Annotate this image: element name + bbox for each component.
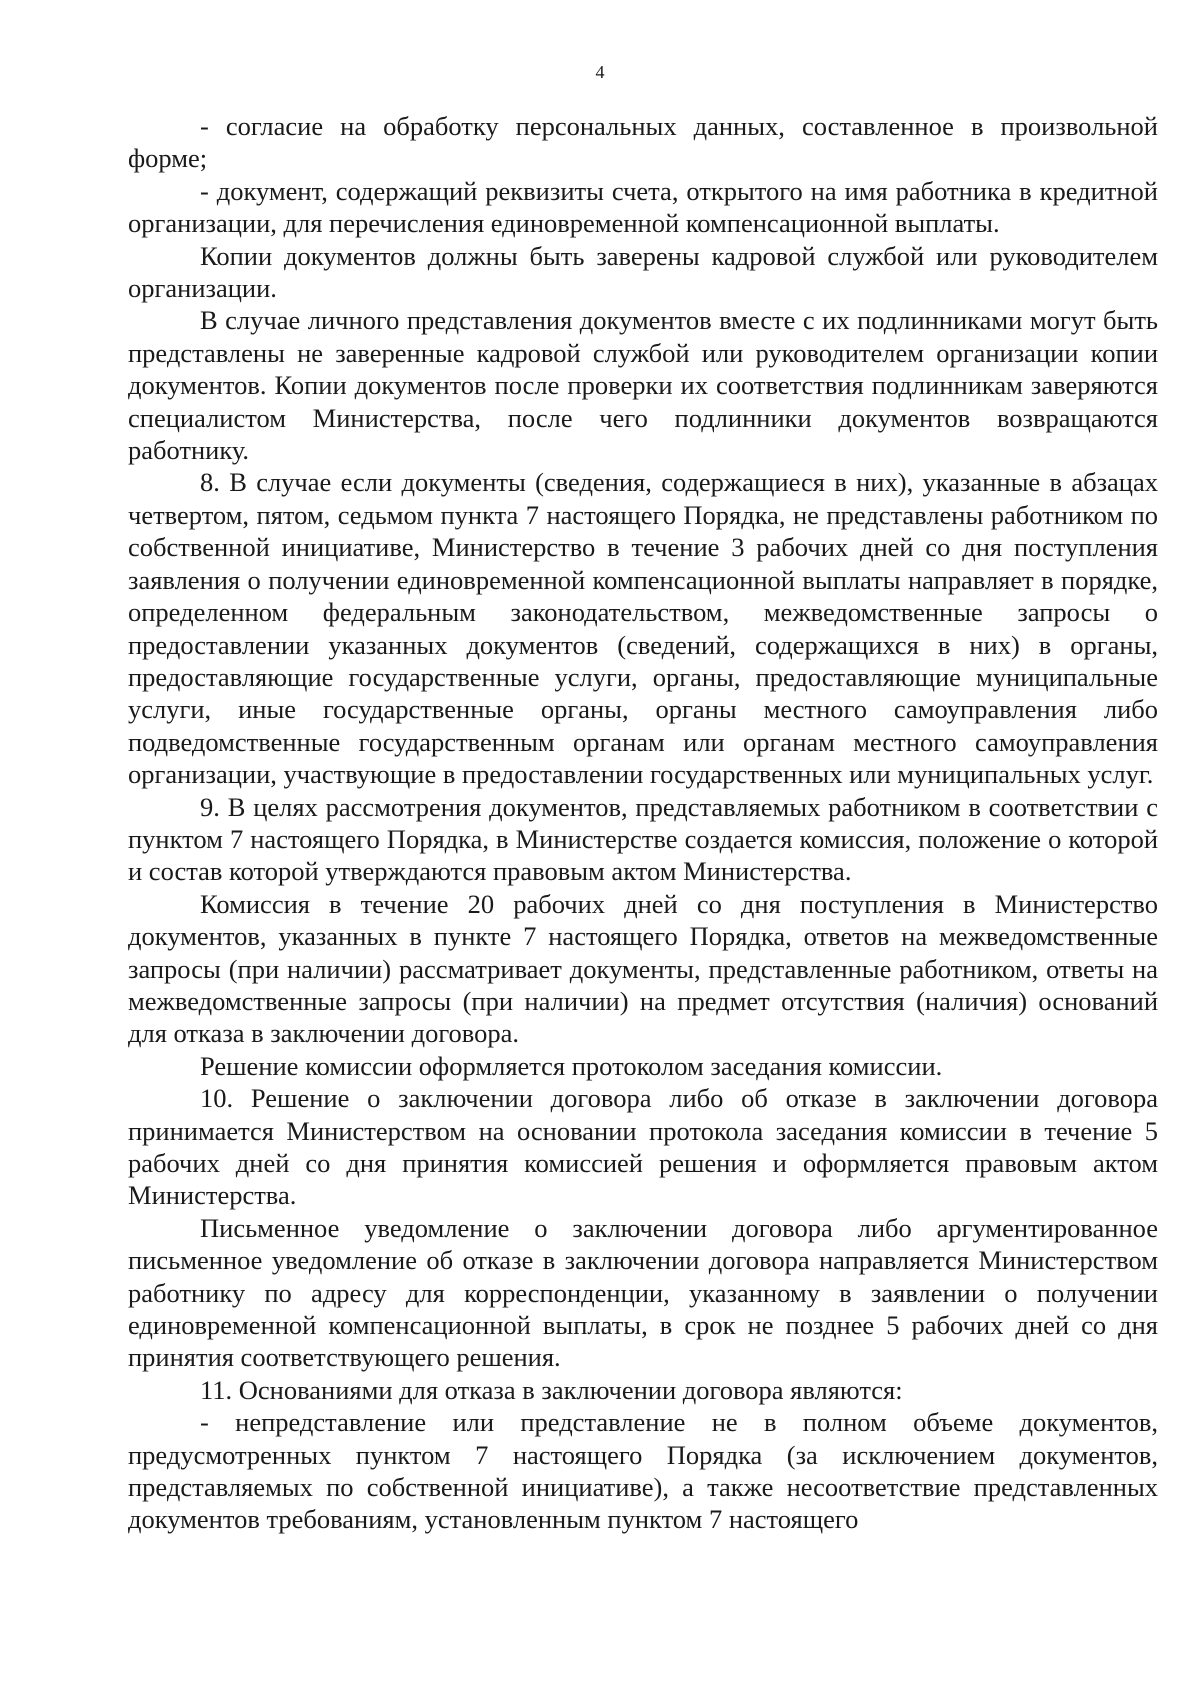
- paragraph: 11. Основаниями для отказа в заключении договора являются:: [200, 1374, 903, 1405]
- paragraph: 8. В случае если документы (сведения, содержащиеся в них), указанные в абзацах четвертом, пятом, седьмом пункта 7 настоящего Порядка, не представлены работником по собственной инициативе, Министерство в течение 3 рабочих дней со дня поступления заявления о получении единовременной компенсационной выплаты направляет в порядке, определенном федеральным законодательством, межведомственные запросы о предоставлении указанных документов (сведений, содержащихся в них) в органы, предоставляющие государственные услуги, органы, предоставляющие муниципальные услуги, иные государственные органы, органы местного самоуправления либо подведомственные государственным органам или органам местного самоуправления организации, участвующие в предоставлении государственных или муниципальных услуг.: [128, 467, 1158, 790]
- paragraph: - согласие на обработку персональных данных, составленное в произвольной форме;: [128, 111, 1158, 174]
- paragraph: В случае личного представления документов вместе с их подлинниками могут быть представлены не заверенные кадровой службой или руководителем организации копии документов. Копии документов после проверки их соответствия подлинникам заверяются специалистом Министерства, после чего подлинники документов возвращаются работнику.: [128, 305, 1158, 466]
- document-body: [128, 110, 1158, 1536]
- paragraph: 10. Решение о заключении договора либо об отказе в заключении договора принимается Министерством на основании протокола заседания комиссии в течение 5 рабочих дней со дня принятия комиссией решения и оформляется правовым актом Министерства.: [128, 1083, 1158, 1211]
- paragraph: 9. В целях рассмотрения документов, представляемых работником в соответствии с пунктом 7 настоящего Порядка, в Министерстве создается комиссия, положение о которой и состав которой утверждаются правовым актом Министерства.: [128, 791, 1158, 887]
- page-number: 4: [595, 62, 605, 82]
- paragraph: Копии документов должны быть заверены кадровой службой или руководителем организации.: [128, 240, 1158, 304]
- paragraph: - документ, содержащий реквизиты счета, открытого на имя работника в кредитной организации, для перечисления единовременной компенсационной выплаты.: [128, 175, 1158, 239]
- paragraph: Решение комиссии оформляется протоколом заседания комиссии.: [200, 1050, 943, 1081]
- paragraph: Комиссия в течение 20 рабочих дней со дня поступления в Министерство документов, указанных в пункте 7 настоящего Порядка, ответов на межведомственные запросы (при наличии) рассматривает документы, представленные работником, ответы на межведомственные запросы (при наличии) на предмет отсутствия (наличия) оснований для отказа в заключении договора.: [128, 888, 1158, 1049]
- paragraph: Письменное уведомление о заключении договора либо аргументированное письменное уведомление об отказе в заключении договора направляется Министерством работнику по адресу для корреспонденции, указанному в заявлении о получении единовременной компенсационной выплаты, в срок не позднее 5 рабочих дней со дня принятия соответствующего решения.: [128, 1212, 1158, 1373]
- paragraph: - непредставление или представление не в полном объеме документов, предусмотренных пунктом 7 настоящего Порядка (за исключением документов, представляемых по собственной инициативе), а также несоответствие представленных документов требованиям, установленным пунктом 7 настоящего: [128, 1407, 1158, 1535]
